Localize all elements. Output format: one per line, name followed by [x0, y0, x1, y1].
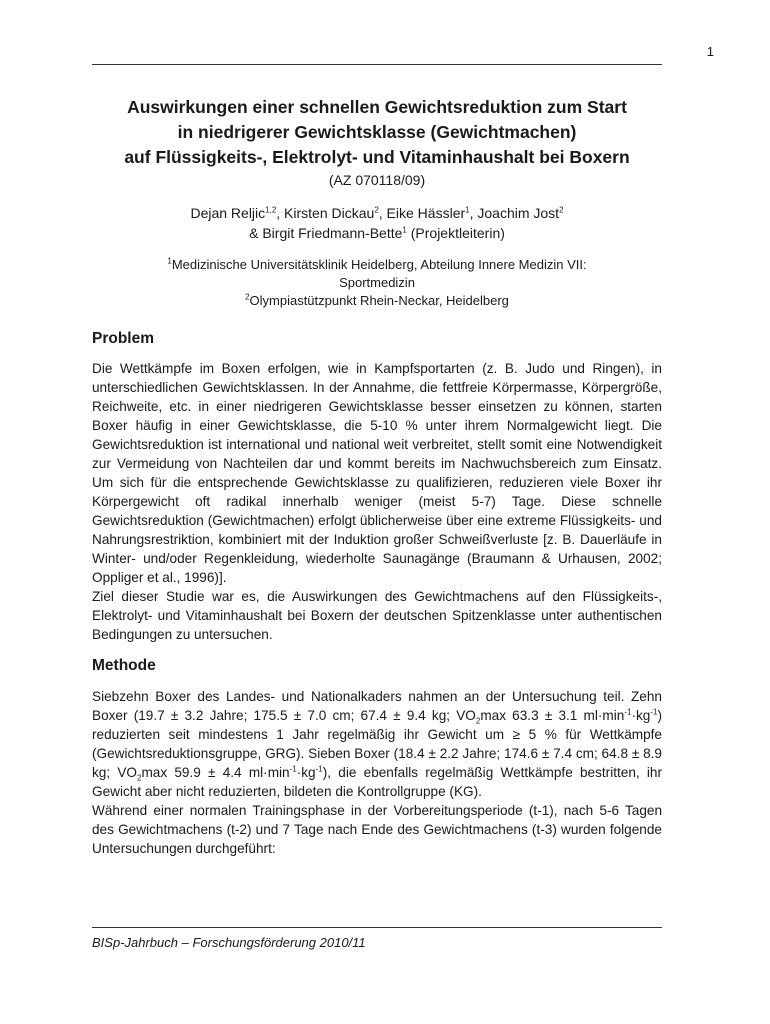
problem-paragraph-1: Die Wettkämpfe im Boxen erfolgen, wie in Kampfsportarten (z. B. Judo und Ringen), in unterschiedlichen Gewichtsklassen. In der Annahme, die fettfreie Körpermasse, Körpergröße, Reichweite, etc. in einer niedrigeren Gewichtsklasse besser einsetzen zu können, starten Boxer häufig in einer Gewichtsklasse, die 5-10 % unter ihrem Normalgewicht liegt. Die Gewichtsreduktion ist international und national weit verbreitet, stellt somit eine Notwendigkeit zur Vermeidung von Nachteilen dar und kommt bereits im Nachwuchsbereich zum Einsatz. Um sich für die entsprechende Gewichtsklasse zu qualifizieren, reduzieren viele Boxer ihr Körpergewicht oft radikal innerhalb weniger (meist 5-7) Tage. Diese schnelle Gewichtsreduktion (Gewichtmachen) erfolgt üblicherweise über eine extreme Flüssigkeits- und Nahrungsrestriktion, kombiniert mit der Induktion großer Schweißverluste [z. B. Dauerläufe in Winter- und/oder Regenkleidung, wiederholte Saunagänge (Braumann & Urhausen, 2002; Oppliger et al., 1996)]. — [92, 361, 662, 585]
author-4-affiliation: 2 — [559, 205, 564, 215]
methode-p1-part-a: Siebzehn Boxer des Landes- und Nationalkaders nahmen an der Untersuchung teil. Zehn Boxer (19.7 ± 3.2 Jahre; 175.5 ± 7.0 cm; 67.4 ± 9.4 kg; VO — [92, 689, 662, 723]
header-rule — [92, 64, 662, 65]
affiliation-1-marker: 1 — [167, 256, 172, 266]
title-line-1: Auswirkungen einer schnellen Gewichtsreduktion zum Start — [127, 97, 627, 117]
unit-exponent-3: -1 — [289, 764, 297, 774]
title-block — [92, 95, 662, 310]
author-5-affiliation: 1 — [402, 225, 407, 235]
author-list — [92, 203, 662, 243]
footer-rule — [92, 927, 662, 928]
author-2-affiliation: 2 — [374, 205, 379, 215]
problem-text — [92, 359, 662, 644]
vo2-subscript-2: 2 — [137, 773, 142, 783]
author-5: & Birgit Friedmann-Bette — [249, 225, 403, 241]
methode-heading: Methode — [92, 657, 156, 674]
affiliation-2-marker: 2 — [245, 292, 250, 302]
author-1-affiliation: 1,2 — [265, 205, 277, 215]
unit-exponent-2: -1 — [650, 707, 658, 717]
unit-exponent-1: -1 — [624, 707, 632, 717]
methode-text — [92, 687, 662, 858]
title-line-2: in niedrigerer Gewichtsklasse (Gewichtmachen) — [177, 122, 577, 142]
methode-p1-part-e: max 59.9 ± 4.4 ml·min — [141, 765, 290, 780]
paper-title — [92, 95, 662, 170]
vo2-subscript-1: 2 — [475, 716, 481, 726]
methode-p1-part-b: max 63.3 ± 3.1 ml·min — [480, 708, 625, 723]
author-3-affiliation: 1 — [465, 205, 470, 215]
affiliation-1-line-1: Medizinische Universitätsklinik Heidelberg, Abteilung Innere Medizin VII: — [171, 257, 587, 272]
methode-paragraph-2: Während einer normalen Trainingsphase in der Vorbereitungsperiode (t-1), nach 5-6 Tagen des Gewichtmachens (t-2) und 7 Tage nach Ende des Gewichtmachens (t-3) wurden folgende Untersuchungen durchgeführt: — [92, 803, 662, 856]
affiliations — [92, 256, 662, 310]
project-code: (AZ 070118/09) — [328, 172, 426, 188]
methode-paragraph-1 — [92, 687, 662, 801]
methode-p1-part-g: ), die ebenfalls regelmäßig Wettkämpfe bestritten, ihr Gewicht aber nicht reduzierten, bildeten die Kontrollgruppe (KG). — [92, 765, 662, 799]
problem-paragraph-2: Ziel dieser Studie war es, die Auswirkungen des Gewichtmachens auf den Flüssigkeits-, Elektrolyt- und Vitaminhaushalt bei Boxern der deutschen Spitzenklasse unter authentischen Bedingungen zu untersuchen. — [92, 589, 662, 642]
problem-heading: Problem — [92, 330, 155, 347]
affiliation-2: Olympiastützpunkt Rhein-Neckar, Heidelberg — [249, 293, 509, 308]
methode-p1-part-f: ·kg — [296, 765, 316, 780]
author-1: Dejan Reljic — [190, 205, 266, 221]
unit-exponent-4: -1 — [315, 764, 323, 774]
author-5-role: (Projektleiterin) — [406, 225, 505, 241]
footer-text: BISp-Jahrbuch – Forschungsförderung 2010/11 — [92, 935, 366, 950]
methode-p1-part-d: ) reduzierten seit mindestens 1 Jahr regelmäßig ihr Gewicht um ≥ 5 % für Wettkämpfe (Gewichtsreduktionsgruppe, GRG). Sieben Boxer (18.4 ± 2.2 Jahre; 174.6 ± 7.4 cm; 64.8 ± 8.9 kg; VO — [92, 708, 662, 780]
page-number: 1 — [706, 44, 714, 59]
methode-p1-part-c: ·kg — [631, 708, 651, 723]
affiliation-1-line-2: Sportmedizin — [339, 275, 415, 290]
author-3: , Eike Hässler — [378, 205, 466, 221]
author-2: , Kirsten Dickau — [276, 205, 375, 221]
author-4: , Joachim Jost — [469, 205, 560, 221]
title-line-3: auf Flüssigkeits-, Elektrolyt- und Vitaminhaushalt bei Boxern — [124, 147, 630, 167]
